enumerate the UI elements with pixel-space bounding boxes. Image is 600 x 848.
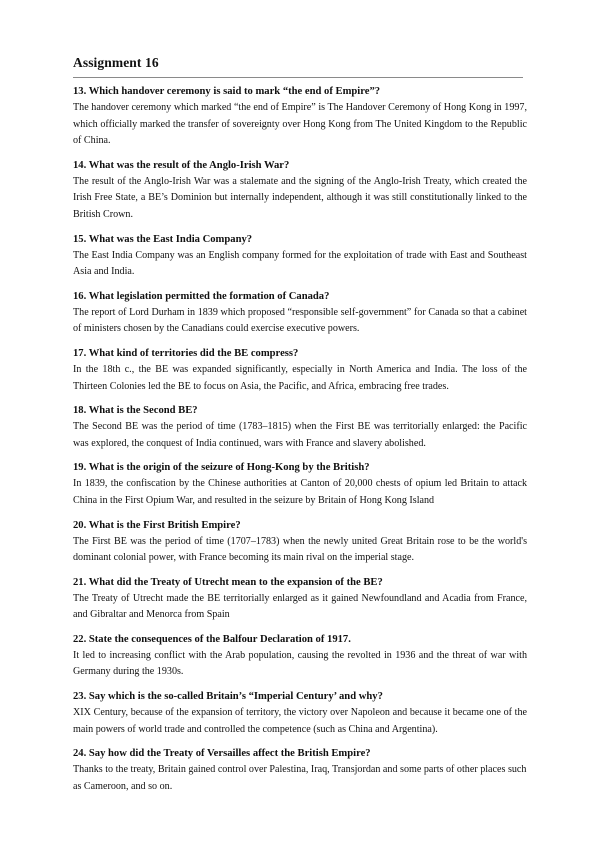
qa-item-16 bbox=[73, 289, 527, 338]
question-14: 14. What was the result of the Anglo-Irish War? bbox=[73, 159, 290, 171]
qa-item-15 bbox=[73, 232, 527, 281]
qa-item-17 bbox=[73, 346, 527, 395]
question-19: 19. What is the origin of the seizure of Hong-Kong by the British? bbox=[73, 462, 370, 474]
qa-item-18 bbox=[73, 403, 527, 452]
answer-23: XIX Century, because of the expansion of territory, the victory over Napoleon and because it became one of the main powers of world trade and controlled the competence (such as China and Argentina). bbox=[73, 707, 527, 735]
question-20: 20. What is the First British Empire? bbox=[73, 519, 241, 531]
answer-22: It led to increasing conflict with the Arab population, causing the revolted in 1936 and the threat of war with Germany during the 1930s. bbox=[73, 649, 527, 678]
question-18: 18. What is the Second BE? bbox=[73, 405, 198, 417]
answer-16: The report of Lord Durham in 1839 which proposed “responsible self-government” for Canada so that a cabinet of ministers chosen by the Canadians could exercise executive powers. bbox=[73, 306, 527, 335]
answer-21: The Treaty of Utrecht made the BE territorially enlarged as it gained Newfoundland and Acadia from France, and Gibraltar and Menorca from Spain bbox=[73, 592, 527, 621]
title-divider bbox=[73, 77, 523, 78]
qa-item-23 bbox=[73, 689, 527, 738]
qa-item-20 bbox=[73, 518, 527, 567]
qa-item-13 bbox=[73, 84, 527, 150]
qa-item-21 bbox=[73, 575, 527, 624]
answer-13: The handover ceremony which marked “the end of Empire” is The Handover Ceremony of Hong Kong in 1997, which officially marked the transfer of sovereignty over Hong Kong from The United Kingdom to the Republic of China. bbox=[73, 102, 527, 147]
answer-20: The First BE was the period of time (1707–1783) when the newly united Great Britain rose to be the world's dominant colonial power, with France becoming its main rival on the imperial stage. bbox=[73, 535, 527, 564]
question-13: 13. Which handover ceremony is said to mark “the end of Empire”? bbox=[73, 86, 381, 97]
answer-15: The East India Company was an English company formed for the exploitation of trade with East and Southeast Asia and India. bbox=[73, 249, 527, 278]
answer-19: In 1839, the confiscation by the Chinese authorities at Canton of 20,000 chests of opium led Britain to attack China in the First Opium War, and resulted in the seizure by Britain of Hong Kong Island bbox=[73, 478, 527, 506]
question-21: 21. What did the Treaty of Utrecht mean to the expansion of the BE? bbox=[73, 576, 383, 588]
qa-item-24 bbox=[73, 746, 527, 795]
question-22: 22. State the consequences of the Balfour Declaration of 1917. bbox=[73, 633, 351, 645]
question-23: 23. Say which is the so-called Britain’s “Imperial Century’ and why? bbox=[73, 691, 383, 703]
answer-18: The Second BE was the period of time (1783–1815) when the First BE was territorially enlarged: the Pacific was explored, the conquest of India continued, wars with France and slavery abolished. bbox=[73, 421, 527, 449]
qa-item-14 bbox=[73, 158, 527, 224]
answer-24: Thanks to the treaty, Britain gained control over Palestina, Iraq, Transjordan and some parts of other places such as Cameroon, and so on. bbox=[73, 764, 527, 792]
question-16: 16. What legislation permitted the formation of Canada? bbox=[73, 290, 330, 302]
question-15: 15. What was the East India Company? bbox=[73, 233, 253, 245]
answer-14: The result of the Anglo-Irish War was a stalemate and the signing of the Anglo-Irish Treaty, which created the Irish Free State, a BE’s Dominion but internally independent, although it was still constitutionally linked to the British Crown. bbox=[73, 175, 527, 220]
question-24: 24. Say how did the Treaty of Versailles affect the British Empire? bbox=[73, 748, 371, 760]
question-list bbox=[73, 84, 527, 803]
question-17: 17. What kind of territories did the BE compress? bbox=[73, 347, 299, 359]
page-title: Assignment 16 bbox=[73, 55, 159, 70]
qa-item-19 bbox=[73, 460, 527, 509]
qa-item-22 bbox=[73, 632, 527, 681]
answer-17: In the 18th c., the BE was expanded significantly, especially in North America and India. The loss of the Thirteen Colonies led the BE to focus on Asia, the Pacific, and Africa, embracing free trades. bbox=[73, 363, 527, 392]
